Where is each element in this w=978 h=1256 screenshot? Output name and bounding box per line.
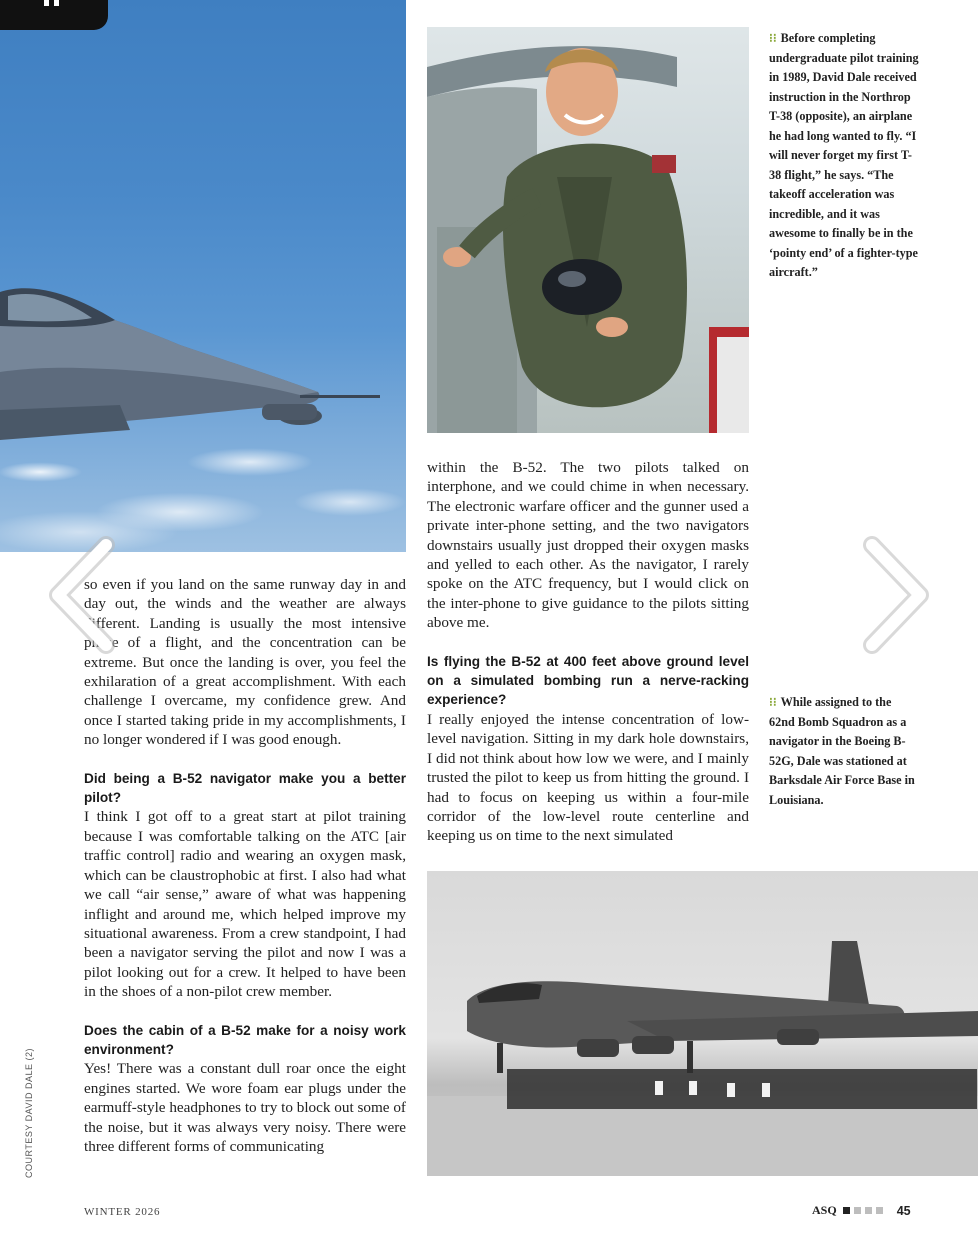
landing-paragraph: so even if you land on the same runway day in and day out, the winds and the weather are always different. Landing is usually the most intensive phase of a flight, and the concentration can be extreme. But once the landing is over, you feel the exhilaration of a great accomplishment. With each challenge I overcame, my confidence grew. And once I started taking pride in my accomplishments, I no longer wondered if I was good enough. [84, 576, 406, 749]
section-square [876, 1207, 883, 1214]
pause-badge[interactable] [0, 0, 108, 30]
chevron-right-icon[interactable] [858, 535, 938, 655]
section-square-filled [843, 1207, 850, 1214]
navigator-answer: I think I got off to a great start at pilot training because I was comfortable talking on the ATC [air traffic control] radio and wearing an oxygen mask, which can be claustrophobic at first. I also had what we call “air sense,” aware of what was happening inflight and around me, which helped improve my situational awareness. From a crew standpoint, I had been a navigator serving the pilot and now I was a pilot looking out for a crew. It helped to have been in the shoes of a non-pilot crew member. [84, 808, 406, 1001]
low-level-question: Is flying the B-52 at 400 feet above ground level on a simulated bombing run a nerve-racking experience? [427, 653, 749, 708]
caption-marker-icon: ⁝⁝ [769, 695, 777, 709]
caption-marker-icon: ⁝⁝ [769, 31, 777, 45]
pilot-photo-caption [769, 29, 919, 283]
pilot-illustration [427, 27, 749, 433]
page-number: 45 [896, 1203, 911, 1218]
cabin-question: Does the cabin of a B-52 make for a noisy work environment? [84, 1022, 406, 1057]
issue-label: WINTER 2026 [84, 1206, 161, 1218]
chevron-left-icon[interactable] [40, 535, 120, 655]
b52-caption-text: While assigned to the 62nd Bomb Squadron as a navigator in the Boeing B-52G, Dale was stationed at Barksdale Air Force Base in Louisiana. [769, 695, 915, 807]
page-footer [812, 1203, 911, 1218]
david-dale-pilot-photo [427, 27, 749, 433]
t38-in-flight-photo [0, 0, 406, 552]
middle-column [427, 458, 749, 846]
section-square [854, 1207, 861, 1214]
cabin-answer: Yes! There was a constant dull roar once the eight engines started. We wore foam ear plugs under the earmuff-style headphones to try to block out some of the noise, but it was always very noisy. There were three different forms of communicating [84, 1060, 406, 1155]
b52-squadron-photo [427, 871, 978, 1176]
low-level-answer: I really enjoyed the intense concentration of low-level navigation. Sitting in my dark hole downstairs, I did not think about how low we were, and I mainly trusted the pilot to keep us from hitting the ground. I had to focus on keeping us within a four-mile corridor of the low-level route centerline and keeping us on time to the next simulated [427, 710, 749, 845]
navigator-question: Did being a B-52 navigator make you a better pilot? [84, 770, 406, 806]
section-square [865, 1207, 872, 1214]
pilot-caption-text: Before completing undergraduate pilot training in 1989, David Dale received instruction in the Northrop T-38 (opposite), an airplane he had long wanted to fly. “I will never forget my first T-38 flight,” he says. “The takeoff acceleration was incredible, and it was awesome to finally be in the ‘pointy end’ of a fighter-type aircraft.” [769, 31, 919, 279]
interphone-paragraph: within the B-52. The two pilots talked on interphone, and we could chime in when necessary. The electronic warfare officer and the gunner used a private inter-phone setting, and the two navigators downstairs usually just dropped their oxygen masks and yelled to each other. As the navigator, I rarely spoke on the ATC frequency, but I would click on the inter-phone to give guidance to the pilots sitting above me. [427, 459, 749, 632]
left-column [84, 575, 406, 1156]
magazine-name: ASQ [812, 1203, 837, 1217]
b52-illustration [427, 871, 978, 1176]
b52-photo-caption [769, 693, 919, 810]
photo-credit: COURTESY DAVID DALE (2) [24, 1047, 34, 1178]
